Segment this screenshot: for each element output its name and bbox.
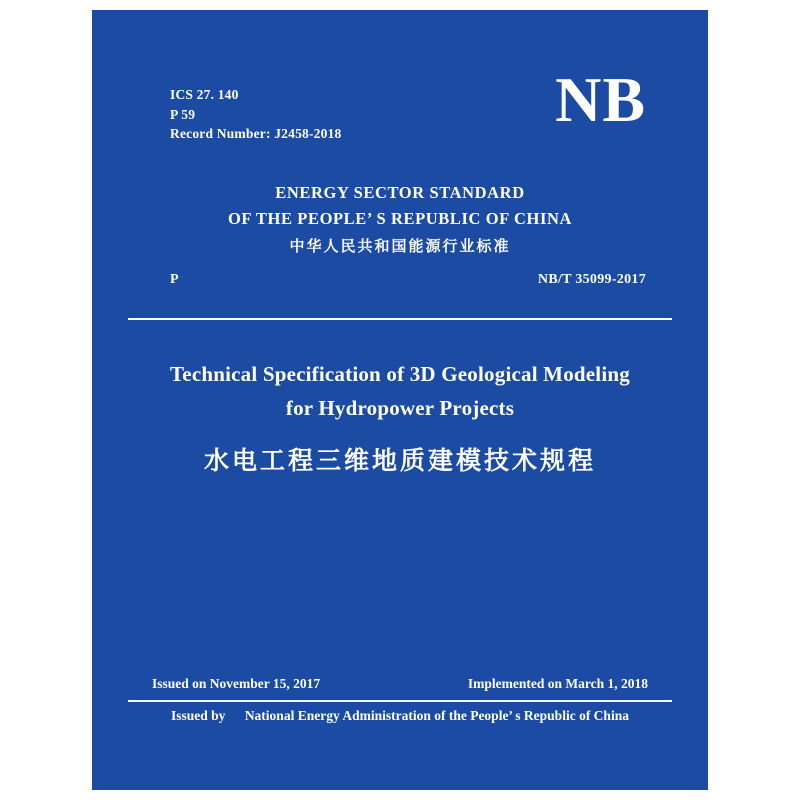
ics-number: ICS 27. 140 [170,87,239,102]
issuer-label: Issued by [171,708,226,723]
divider-bottom [128,700,672,702]
issuing-organization [92,180,708,256]
implemented-date: Implemented on March 1, 2018 [467,676,648,691]
standard-code-row [170,272,646,288]
divider-top [128,318,672,320]
issuer-name: National Energy Administration of the People’ s Republic of China [244,708,629,723]
classification-code: P 59 [170,106,196,122]
standard-number: NB/T 35099-2017 [537,272,646,287]
organization-line-en-1: ENERGY SECTOR STANDARD [275,183,525,202]
issued-date: Issued on November 15, 2017 [152,676,321,691]
title-cn: 水电工程三维地质建模技术规程 [203,446,596,476]
header-identifiers [170,85,341,144]
standard-cover [92,10,708,790]
nb-logo: NB [555,64,646,135]
organization-line-cn: 中华人民共和国能源行业标准 [289,237,511,256]
title-en-line-2: for Hydropower Projects [285,395,515,420]
dates-row [152,676,648,692]
category-letter: P [170,272,179,287]
record-number: Record Number: J2458-2018 [170,126,342,142]
document-title [132,358,668,477]
organization-line-en-2: OF THE PEOPLE’ S REPUBLIC OF CHINA [227,208,573,228]
title-en-line-1: Technical Specification of 3D Geological Modeling [170,362,630,386]
issuer-row [92,708,708,724]
